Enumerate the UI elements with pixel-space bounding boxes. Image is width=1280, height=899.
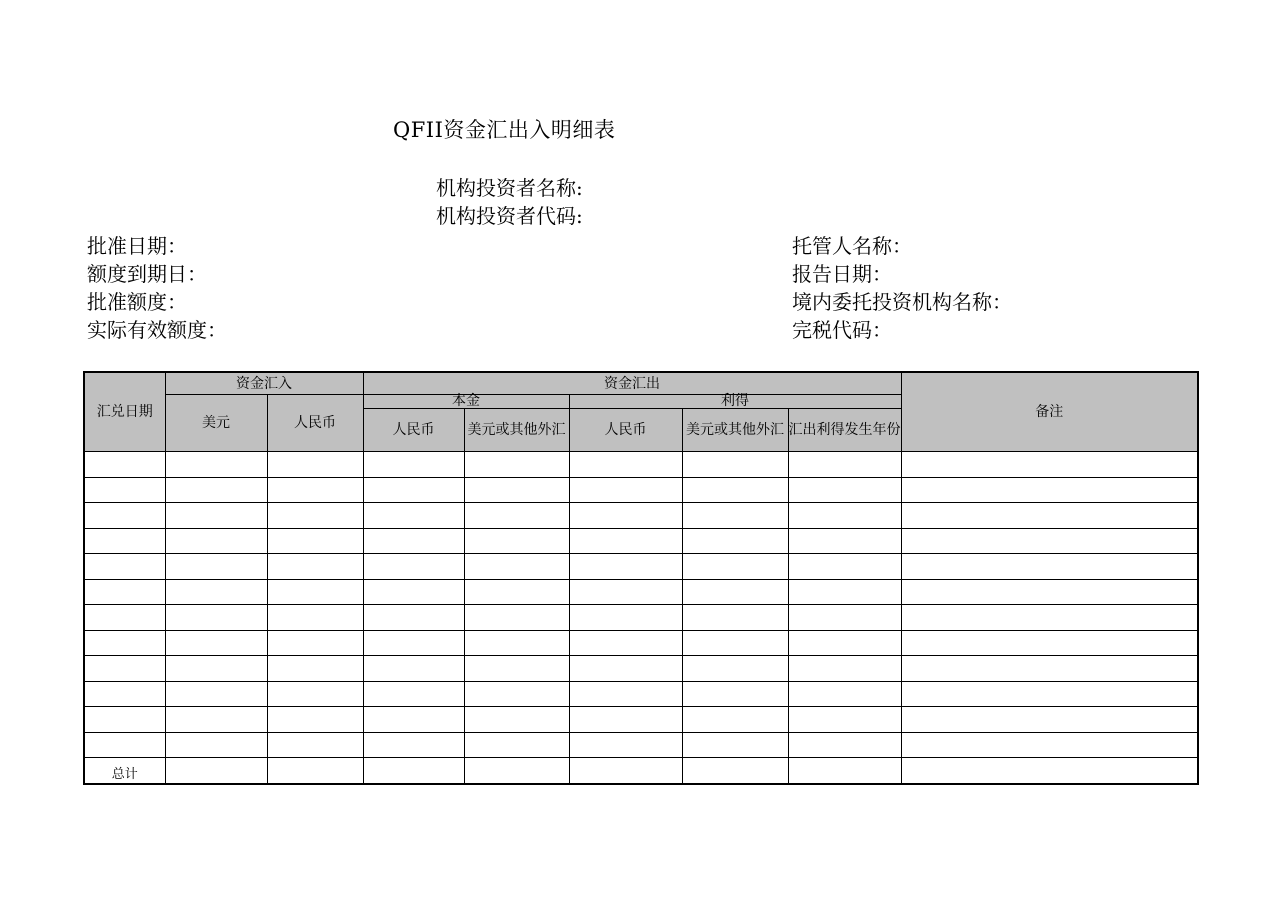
table-row	[84, 732, 1198, 758]
page-title: QFII资金汇出入明细表	[393, 118, 616, 142]
table-row	[84, 605, 1198, 631]
investor-code-label: 机构投资者代码:	[436, 204, 583, 228]
table-row	[84, 656, 1198, 682]
header-profit: 利得	[569, 395, 901, 409]
investor-name-label: 机构投资者名称:	[436, 176, 583, 200]
fund-flow-table	[83, 371, 1199, 785]
custodian-name-label: 托管人名称：	[792, 234, 912, 258]
table-row	[84, 503, 1198, 529]
report-date-label: 报告日期：	[792, 262, 892, 286]
table-row	[84, 707, 1198, 733]
quota-expiry-label: 额度到期日：	[87, 262, 207, 286]
table-row	[84, 477, 1198, 503]
header-principal: 本金	[363, 395, 569, 409]
total-row	[84, 758, 1198, 784]
approved-quota-label: 批准额度：	[87, 290, 187, 314]
header-profit-usd: 美元或其他外汇	[682, 409, 788, 452]
table-row	[84, 579, 1198, 605]
header-profit-year: 汇出利得发生年份	[788, 409, 901, 452]
header-profit-rmb: 人民币	[569, 409, 682, 452]
table-row	[84, 452, 1198, 478]
table-row	[84, 681, 1198, 707]
tax-code-label: 完税代码：	[792, 318, 892, 342]
header-principal-rmb: 人民币	[363, 409, 464, 452]
table-row	[84, 630, 1198, 656]
header-principal-usd: 美元或其他外汇	[464, 409, 569, 452]
total-label: 总计	[84, 758, 165, 784]
effective-quota-label: 实际有效额度：	[87, 318, 227, 342]
header-funds-in: 资金汇入	[165, 372, 363, 395]
header-funds-out: 资金汇出	[363, 372, 901, 395]
table-row	[84, 554, 1198, 580]
header-in-usd: 美元	[165, 395, 267, 452]
header-exchange-date: 汇兑日期	[84, 372, 165, 452]
approval-date-label: 批准日期：	[87, 234, 187, 258]
header-remarks: 备注	[901, 372, 1198, 452]
table-row	[84, 528, 1198, 554]
domestic-agent-label: 境内委托投资机构名称：	[792, 290, 1012, 314]
header-in-rmb: 人民币	[267, 395, 363, 452]
